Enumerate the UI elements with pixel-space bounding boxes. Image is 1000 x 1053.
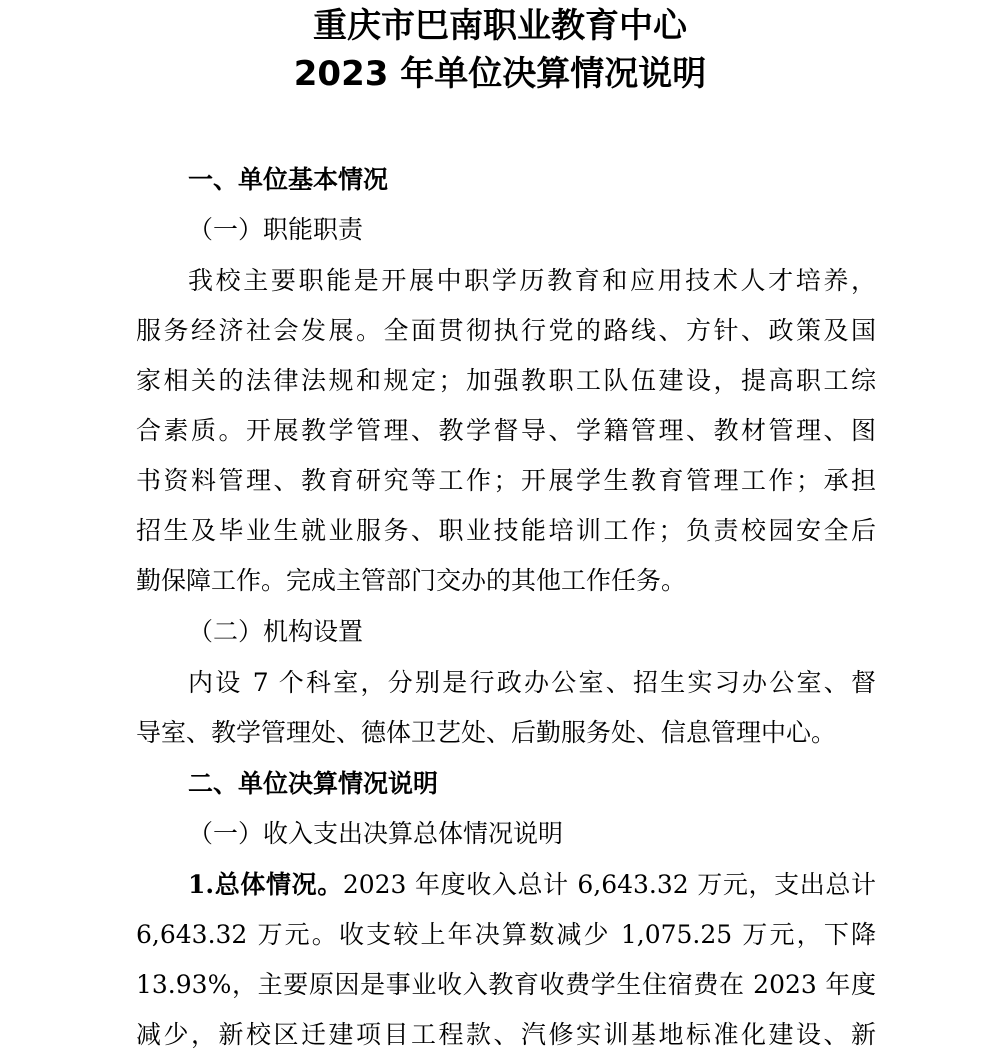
paragraph-line: 家相关的法律法规和规定；加强教职工队伍建设，提高职工综 bbox=[136, 366, 876, 395]
document-title-line1: 重庆市巴南职业教育中心 bbox=[313, 6, 687, 46]
subsection-heading-income-expense: （一）收入支出决算总体情况说明 bbox=[188, 819, 564, 848]
paragraph-line: 合素质。开展教学管理、教学督导、学籍管理、教材管理、图 bbox=[136, 416, 876, 445]
subsection-heading-duties: （一）职能职责 bbox=[188, 215, 364, 244]
paragraph-line: 招生及毕业生就业服务、职业技能培训工作；负责校园安全后 bbox=[136, 516, 876, 545]
paragraph-line: 6,643.32 万元。收支较上年决算数减少 1,075.25 万元，下降 bbox=[136, 920, 876, 949]
paragraph-line: 内设 7 个科室，分别是行政办公室、招生实习办公室、督 bbox=[188, 668, 876, 697]
section-heading-basic-info: 一、单位基本情况 bbox=[188, 165, 389, 194]
paragraph-line: 书资料管理、教育研究等工作；开展学生教育管理工作；承担 bbox=[136, 466, 876, 495]
paragraph-line: 服务经济社会发展。全面贯彻执行党的路线、方针、政策及国 bbox=[136, 316, 876, 345]
subsection-heading-structure: （二）机构设置 bbox=[188, 617, 364, 646]
paragraph-line: 导室、教学管理处、德体卫艺处、后勤服务处、信息管理中心。 bbox=[136, 718, 837, 747]
paragraph-line-text: 2023 年度收入总计 6,643.32 万元，支出总计 bbox=[342, 870, 876, 899]
paragraph-line bbox=[188, 868, 876, 902]
section-heading-final-accounts: 二、单位决算情况说明 bbox=[188, 769, 439, 798]
paragraph-line: 减少，新校区迁建项目工程款、汽修实训基地标准化建设、新 bbox=[136, 1020, 876, 1049]
paragraph-line: 13.93%，主要原因是事业收入教育收费学生住宿费在 2023 年度 bbox=[136, 970, 876, 999]
document-title-line2: 2023 年单位决算情况说明 bbox=[293, 54, 707, 94]
paragraph-line: 我校主要职能是开展中职学历教育和应用技术人才培养， bbox=[188, 266, 876, 295]
paragraph-lead-bold: 1.总体情况。 bbox=[188, 870, 343, 899]
paragraph-line: 勤保障工作。完成主管部门交办的其他工作任务。 bbox=[136, 566, 687, 595]
